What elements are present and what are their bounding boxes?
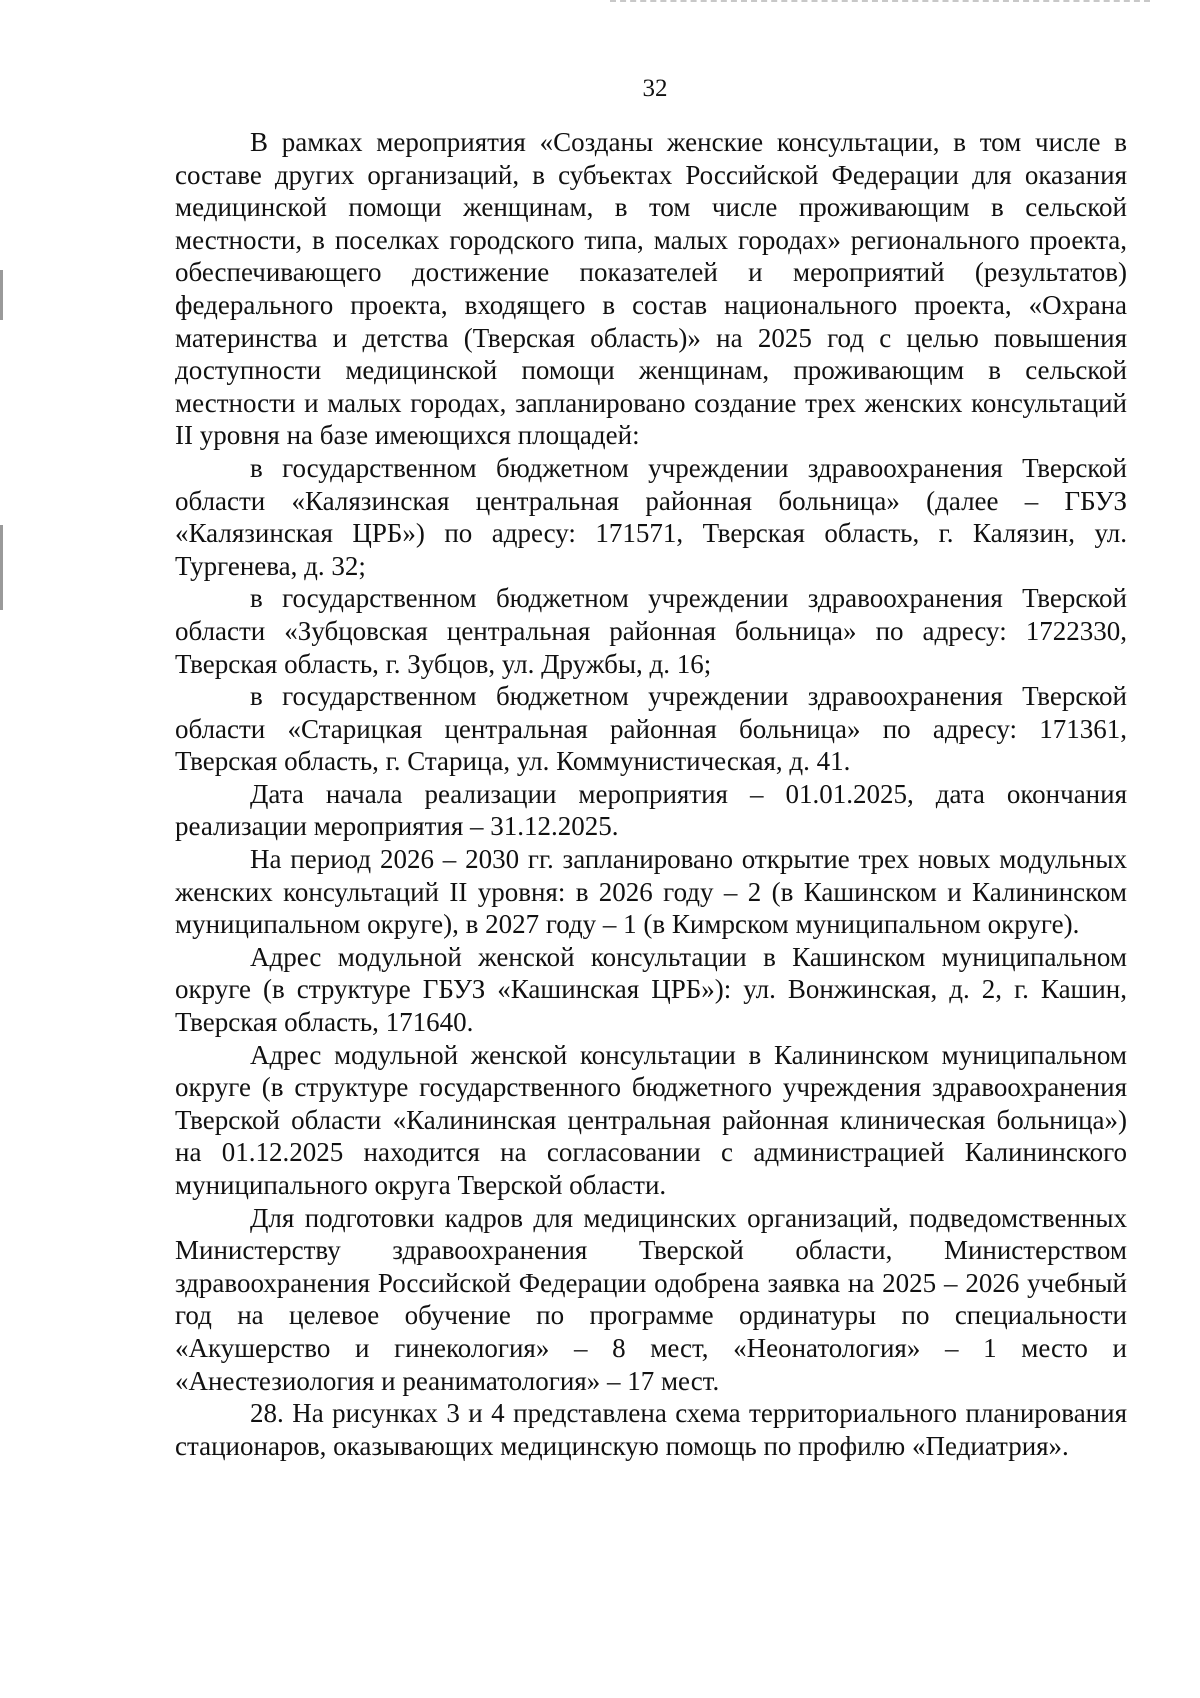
- paragraph-staritsa-hospital: в государственном бюджетном учреждении здравоохранения Тверской области «Старицкая центральная районная больница» по адресу: 171361, Тверская область, г. Старица, ул. Коммунистическая, д. 41.: [175, 681, 1127, 777]
- paragraph-kalinin-address: Адрес модульной женской консультации в Калининском муниципальном округе (в структуре государственного бюджетного учреждения здравоохранения Тверской области «Калининская центральная районная клиническая больница») на 01.12.2025 находится на согласовании с администрацией Калининского муниципального округа Тверской области.: [175, 1039, 1127, 1200]
- paragraph-kalyazin-hospital: в государственном бюджетном учреждении здравоохранения Тверской области «Калязинская центральная районная больница» (далее – ГБУЗ «Калязинская ЦРБ») по адресу: 171571, Тверская область, г. Калязин, ул. Тургенева, д. 32;: [175, 452, 1127, 581]
- paragraph-zubtsov-hospital: в государственном бюджетном учреждении здравоохранения Тверской области «Зубцовская центральная районная больница» по адресу: 1722330, Тверская область, г. Зубцов, ул. Дружбы, д. 16;: [175, 583, 1127, 679]
- page-number: 32: [642, 75, 668, 102]
- paragraph-implementation-dates: Дата начала реализации мероприятия – 01.01.2025, дата окончания реализации мероприятия – 31.12.2025.: [175, 778, 1127, 842]
- paragraph-figures-reference: 28. На рисунках 3 и 4 представлена схема территориального планирования стационаров, оказывающих медицинскую помощь по профилю «Педиатрия».: [175, 1398, 1127, 1461]
- paragraph-modular-plan: На период 2026 – 2030 гг. запланировано открытие трех новых модульных женских консультаций II уровня: в 2026 году – 2 (в Кашинском и Калининском муниципальном округе), в 2027 году – 1 (в Кимрском муниципальном округе).: [175, 844, 1127, 940]
- paragraph-staff-training: Для подготовки кадров для медицинских организаций, подведомственных Министерству здравоохранения Тверской области, Министерством здравоохранения Российской Федерации одобрена заявка на 2025 – 2026 учебный год на целевое обучение по программе ординатуры по специальности «Акушерство и гинекология» – 8 мест, «Неонатология» – 1 место и «Анестезиология и реаниматология» – 17 мест.: [175, 1202, 1127, 1396]
- paragraph-women-consultations: В рамках мероприятия «Созданы женские консультации, в том числе в составе других организаций, в субъектах Российской Федерации для оказания медицинской помощи женщинам, в том числе проживающим в сельской местности, в поселках городского типа, малых городах» регионального проекта, обеспечивающего достижение показателей и мероприятий (результатов) федерального проекта, входящего в состав национального проекта, «Охрана материнства и детства (Тверская область)» на 2025 год с целью повышения доступности медицинской помощи женщинам, проживающим в сельской местности и малых городах, запланировано создание трех женских консультаций II уровня на базе имеющихся площадей:: [175, 127, 1127, 451]
- paragraph-kashin-address: Адрес модульной женской консультации в Кашинском муниципальном округе (в структуре ГБУЗ «Кашинская ЦРБ»): ул. Вонжинская, д. 2, г. Кашин, Тверская область, 171640.: [175, 941, 1127, 1038]
- document-body: [175, 126, 1127, 1462]
- scan-margin-mark: [0, 270, 3, 320]
- scan-top-edge: [610, 0, 1150, 4]
- scan-margin-mark: [0, 525, 3, 610]
